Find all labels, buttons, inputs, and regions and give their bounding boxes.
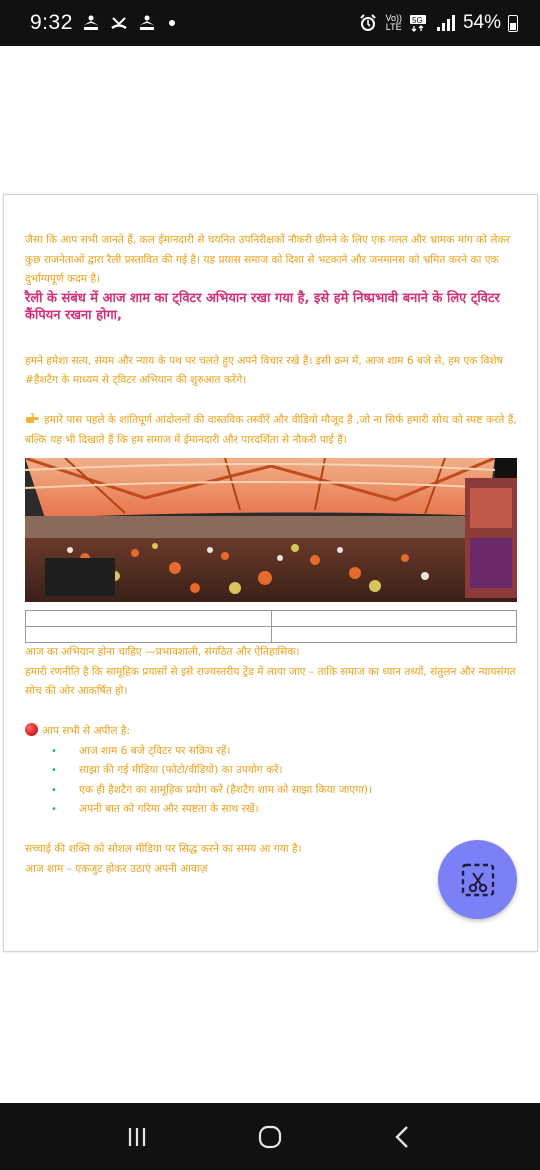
rally-photo	[25, 458, 517, 602]
table-cell	[271, 627, 517, 643]
back-icon	[391, 1125, 415, 1149]
battery-percent: 54%	[462, 12, 501, 33]
paragraph-3	[25, 411, 517, 450]
appeal-list	[51, 742, 517, 820]
list-item: • साझा की गई मीडिया (फोटो/वीडियो) का उपयोग करें।	[51, 761, 517, 781]
status-bar	[0, 0, 540, 46]
notification-dot-icon	[169, 20, 175, 26]
svg-text:5G: 5G	[411, 16, 423, 25]
battery-icon	[508, 15, 518, 32]
status-time: 9:32	[30, 11, 73, 34]
table-cell	[271, 611, 517, 627]
empty-table	[25, 610, 517, 643]
screenshot-capture-button[interactable]	[438, 840, 517, 919]
news-app-icon	[81, 13, 101, 33]
appeal-title-text: आप सभी से अपील है:	[42, 724, 131, 737]
document-card	[3, 194, 538, 952]
document-body	[25, 231, 517, 879]
missed-call-icon	[109, 13, 129, 33]
home-icon	[257, 1124, 283, 1150]
appeal-title	[25, 722, 517, 742]
signal-icon	[436, 13, 456, 33]
pointing-hand-icon	[25, 413, 41, 424]
list-item: • आज शाम 6 बजे ट्विटर पर सक्रिय रहें।	[51, 742, 517, 762]
recent-apps-icon	[125, 1125, 149, 1149]
table-cell	[26, 627, 272, 643]
alarm-icon	[358, 13, 378, 33]
paragraph-2: हमने हमेशा सत्य, संयम और न्याय के पथ पर चलते हुए अपने विचार रखे हैं। इसी क्रम में, आज शाम 6 बजे से, हम एक विशेष #हैशटैग के माध्यम से ट्विटर अभियान की शुरुआत करेंगे।	[25, 354, 503, 387]
volte-top: Vo))	[385, 13, 402, 23]
headline: रैली के संबंध में आज शाम का ट्विटर अभियान रखा गया है, इसे हमे निष्प्रभावी बनाने के लिए ट्विटर कैंपियन रखना होगा,	[25, 290, 500, 323]
back-button[interactable]	[383, 1117, 423, 1157]
paragraph-3-text: हमारे पास पहले के शांतिपूर्ण आंदोलनों की वास्तविक तस्वीरें और वीडियो मौजूद हैं ,जो ना सिर्फ हमारी सोच को स्पष्ट करते हैं, बल्कि यह भी दिखाते हैं कि हम समाज में ईमानदारी और पारदर्शिता से नौकरी पाई हैं।	[25, 413, 517, 446]
home-button[interactable]	[250, 1117, 290, 1157]
5g-icon	[409, 13, 429, 33]
red-circle-icon	[25, 723, 38, 736]
recent-apps-button[interactable]	[117, 1117, 157, 1157]
list-item: • अपनी बात को गरिमा और स्पष्टता के साथ रखें।	[51, 800, 517, 820]
volte-bottom: LTE	[385, 22, 402, 32]
news-app-icon-2	[137, 13, 157, 33]
status-right	[358, 12, 518, 34]
volte-indicator	[385, 14, 402, 32]
status-left	[30, 11, 175, 35]
table-cell	[26, 611, 272, 627]
paragraph-4b: हमारी रणनीति है कि सामूहिक प्रयासों से इसे राज्यस्तरीय ट्रेंड में लाया जाए – ताकि समाज का ध्यान तथ्यों, संतुलन और न्यायसंगत सोच की ओर आकर्षित हो।	[25, 665, 516, 698]
scissors-crop-icon	[458, 860, 498, 900]
list-item: • एक ही हैशटैग का सामूहिक प्रयोग करें (हैशटैग शाम को साझा किया जाएगा)।	[51, 781, 517, 801]
navigation-bar	[0, 1103, 540, 1170]
closing-line-1: सच्चाई की शक्ति को सोशल मीडिया पर सिद्ध करने का समय आ गया है।	[25, 842, 302, 855]
intro-paragraph: जैसा कि आप सभी जानते हैं, कल ईमानदारी से चयनित उपनिरीक्षकों नौकरी छीनने के लिए एक गलत और भ्रामक मांग को लेकर कुछ राजनेताओं द्वारा रैली प्रस्तावित की गई है। यह प्रयास समाज को दिशा से भटकाने और जनमानस को भ्रमित करने का एक दुर्भाग्यपूर्ण कदम है।	[25, 234, 510, 286]
closing-line-2: आज शाम – एकजुट होकर उठाएं अपनी आवाज़	[25, 862, 208, 875]
paragraph-4a: आज का अभियान होना चाहिए —प्रभावशाली, संगठित और ऐतिहासिक।	[25, 646, 300, 659]
